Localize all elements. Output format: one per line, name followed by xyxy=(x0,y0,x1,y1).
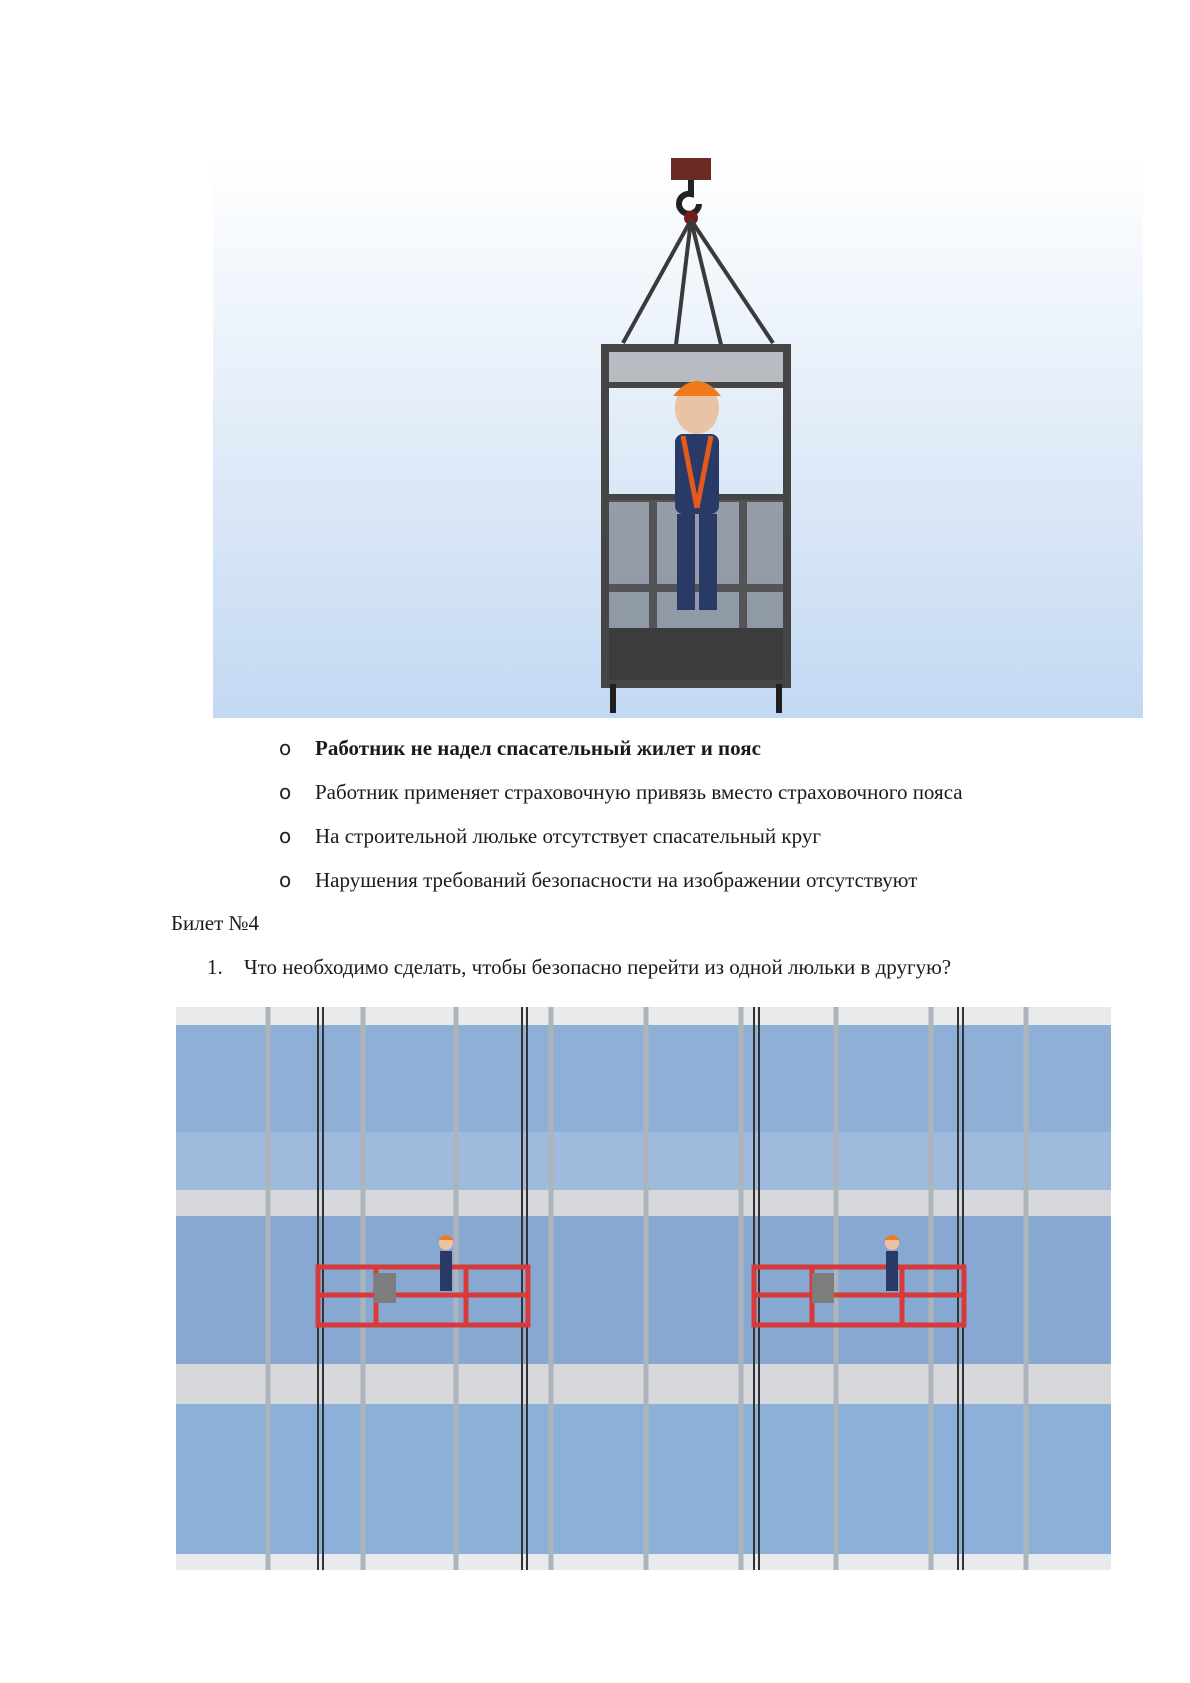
answer-option-4[interactable] xyxy=(279,865,917,895)
option-marker: o xyxy=(279,736,292,760)
option-marker: o xyxy=(279,868,292,892)
question-text: Что необходимо сделать, чтобы безопасно перейти из одной люльки в другую? xyxy=(244,955,952,979)
facade-cradles-illustration xyxy=(176,1007,1111,1570)
question-number: 1. xyxy=(207,955,223,979)
answer-option-2[interactable] xyxy=(279,777,963,807)
answer-option-1[interactable] xyxy=(279,733,761,763)
worker-right xyxy=(884,1235,900,1291)
option-marker: o xyxy=(279,824,292,848)
option-text: Нарушения требований безопасности на изображении отсутствуют xyxy=(315,867,918,892)
option-text: На строительной люльке отсутствует спасательный круг xyxy=(315,823,821,848)
personnel-cage-illustration xyxy=(213,158,1143,718)
answer-option-3[interactable] xyxy=(279,821,821,851)
ticket-heading: Билет №4 xyxy=(171,911,260,935)
worker-left xyxy=(438,1235,454,1291)
option-text: Работник применяет страховочную привязь вместо страховочного пояса xyxy=(315,779,963,804)
question-1 xyxy=(207,955,951,980)
option-text: Работник не надел спасательный жилет и пояс xyxy=(315,735,761,760)
option-marker: o xyxy=(279,780,292,804)
